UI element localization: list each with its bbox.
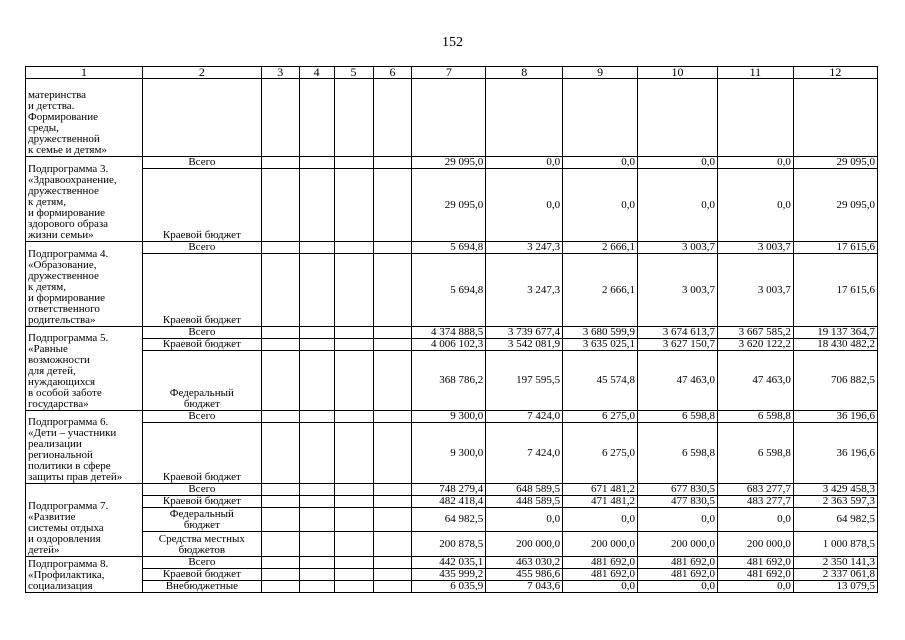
value-cell: 5 694,8	[412, 242, 486, 254]
value-cell: 463 030,2	[486, 557, 563, 569]
header-cell: 6	[373, 67, 412, 79]
value-cell: 3 003,7	[717, 242, 793, 254]
value-cell: 6 598,8	[717, 411, 793, 423]
value-cell: 481 692,0	[638, 569, 718, 581]
value-cell: 683 277,7	[717, 484, 793, 496]
empty-cell	[334, 581, 373, 593]
empty-cell	[261, 327, 299, 339]
empty-cell	[261, 581, 299, 593]
empty-cell	[334, 508, 373, 532]
value-cell: 0,0	[563, 581, 638, 593]
value-cell: 471 481,2	[563, 496, 638, 508]
empty-cell	[261, 254, 299, 327]
funding-source-cell: Краевой бюджет	[142, 254, 261, 327]
program-name-cell: материнства и детства. Формирование среды, дружественной к семье и детям»	[26, 79, 143, 157]
empty-cell	[299, 157, 334, 169]
empty-cell	[373, 532, 412, 557]
value-cell: 3 247,3	[486, 242, 563, 254]
empty-cell	[299, 327, 334, 339]
value-cell: 29 095,0	[412, 169, 486, 242]
value-cell: 4 006 102,3	[412, 339, 486, 351]
budget-table	[25, 66, 878, 593]
value-cell: 1 000 878,5	[793, 532, 877, 557]
empty-cell	[299, 351, 334, 411]
program-name-cell: Подпрограмма 4. «Образование, дружественное к детям, и формирование ответственного родительства»	[26, 242, 143, 327]
value-cell: 6 598,8	[638, 411, 718, 423]
header-cell: 7	[412, 67, 486, 79]
value-cell: 3 680 599,9	[563, 327, 638, 339]
value-cell: 13 079,5	[793, 581, 877, 593]
empty-cell	[261, 79, 299, 157]
empty-cell	[373, 423, 412, 484]
value-cell: 3 620 122,2	[717, 339, 793, 351]
value-cell: 5 694,8	[412, 254, 486, 327]
value-cell: 47 463,0	[638, 351, 718, 411]
funding-source-cell: Всего	[142, 157, 261, 169]
program-name-cell: Подпрограмма 6. «Дети – участники реализации региональной политики в сфере защиты прав детей»	[26, 411, 143, 484]
value-cell: 200 878,5	[412, 532, 486, 557]
table-row	[26, 339, 878, 351]
empty-cell	[563, 79, 638, 157]
value-cell: 3 627 150,7	[638, 339, 718, 351]
value-cell: 29 095,0	[412, 157, 486, 169]
value-cell: 18 430 482,2	[793, 339, 877, 351]
empty-cell	[373, 254, 412, 327]
empty-cell	[299, 569, 334, 581]
value-cell: 0,0	[486, 169, 563, 242]
empty-cell	[261, 557, 299, 569]
empty-cell	[261, 532, 299, 557]
table-row	[26, 423, 878, 484]
empty-cell	[299, 242, 334, 254]
empty-cell	[299, 508, 334, 532]
empty-cell	[334, 423, 373, 484]
empty-cell	[793, 79, 877, 157]
table-row	[26, 569, 878, 581]
empty-cell	[334, 327, 373, 339]
value-cell: 481 692,0	[717, 557, 793, 569]
value-cell: 4 374 888,5	[412, 327, 486, 339]
value-cell: 3 003,7	[638, 242, 718, 254]
empty-cell	[373, 157, 412, 169]
value-cell: 448 589,5	[486, 496, 563, 508]
funding-source-cell: Всего	[142, 484, 261, 496]
empty-cell	[373, 169, 412, 242]
header-cell: 3	[261, 67, 299, 79]
value-cell: 3 739 677,4	[486, 327, 563, 339]
value-cell: 3 003,7	[638, 254, 718, 327]
empty-cell	[299, 79, 334, 157]
funding-source-cell: Федеральный бюджет	[142, 351, 261, 411]
value-cell: 7 043,6	[486, 581, 563, 593]
value-cell: 2 350 141,3	[793, 557, 877, 569]
value-cell: 36 196,6	[793, 411, 877, 423]
value-cell: 6 275,0	[563, 411, 638, 423]
table-row	[26, 557, 878, 569]
value-cell: 481 692,0	[563, 569, 638, 581]
value-cell: 6 035,9	[412, 581, 486, 593]
value-cell: 483 277,7	[717, 496, 793, 508]
value-cell: 9 300,0	[412, 423, 486, 484]
value-cell: 677 830,5	[638, 484, 718, 496]
header-row	[26, 67, 878, 79]
value-cell: 435 999,2	[412, 569, 486, 581]
value-cell: 482 418,4	[412, 496, 486, 508]
value-cell: 197 595,5	[486, 351, 563, 411]
empty-cell	[334, 254, 373, 327]
empty-cell	[299, 423, 334, 484]
table-row	[26, 508, 878, 532]
empty-cell	[261, 496, 299, 508]
value-cell: 3 542 081,9	[486, 339, 563, 351]
empty-cell	[373, 351, 412, 411]
funding-source-cell: Краевой бюджет	[142, 423, 261, 484]
empty-cell	[373, 508, 412, 532]
empty-cell	[373, 581, 412, 593]
table-row	[26, 484, 878, 496]
funding-source-cell: Всего	[142, 327, 261, 339]
empty-cell	[334, 79, 373, 157]
table-row	[26, 411, 878, 423]
table-row	[26, 327, 878, 339]
value-cell: 3 429 458,3	[793, 484, 877, 496]
value-cell: 36 196,6	[793, 423, 877, 484]
empty-cell	[334, 242, 373, 254]
value-cell: 3 247,3	[486, 254, 563, 327]
empty-cell	[334, 339, 373, 351]
value-cell: 481 692,0	[717, 569, 793, 581]
value-cell: 442 035,1	[412, 557, 486, 569]
empty-cell	[334, 411, 373, 423]
value-cell: 0,0	[717, 169, 793, 242]
value-cell: 2 337 061,8	[793, 569, 877, 581]
empty-cell	[299, 581, 334, 593]
value-cell: 29 095,0	[793, 157, 877, 169]
header-cell: 2	[142, 67, 261, 79]
header-cell: 1	[26, 67, 143, 79]
value-cell: 6 598,8	[638, 423, 718, 484]
value-cell: 3 003,7	[717, 254, 793, 327]
funding-source-cell: Всего	[142, 411, 261, 423]
empty-cell	[261, 423, 299, 484]
value-cell: 481 692,0	[563, 557, 638, 569]
empty-cell	[299, 496, 334, 508]
value-cell: 3 635 025,1	[563, 339, 638, 351]
table-row	[26, 351, 878, 411]
table-row	[26, 532, 878, 557]
empty-cell	[373, 496, 412, 508]
empty-cell	[373, 242, 412, 254]
value-cell: 2 666,1	[563, 242, 638, 254]
empty-cell	[373, 484, 412, 496]
value-cell: 3 667 585,2	[717, 327, 793, 339]
empty-cell	[299, 411, 334, 423]
empty-cell	[334, 484, 373, 496]
value-cell: 6 275,0	[563, 423, 638, 484]
empty-cell	[717, 79, 793, 157]
empty-cell	[261, 351, 299, 411]
value-cell: 200 000,0	[638, 532, 718, 557]
value-cell: 19 137 364,7	[793, 327, 877, 339]
funding-source-cell: Краевой бюджет	[142, 339, 261, 351]
header-cell: 5	[334, 67, 373, 79]
value-cell: 64 982,5	[412, 508, 486, 532]
funding-source-cell: Внебюджетные	[142, 581, 261, 593]
empty-cell	[334, 532, 373, 557]
value-cell: 45 574,8	[563, 351, 638, 411]
empty-cell	[373, 339, 412, 351]
table-row	[26, 169, 878, 242]
empty-cell	[334, 351, 373, 411]
funding-source-cell: Всего	[142, 557, 261, 569]
program-name-cell: Подпрограмма 7. «Развитие системы отдыха и оздоровления детей»	[26, 484, 143, 557]
table-row	[26, 581, 878, 593]
value-cell: 455 986,6	[486, 569, 563, 581]
empty-cell	[334, 496, 373, 508]
empty-cell	[261, 169, 299, 242]
empty-cell	[638, 79, 718, 157]
empty-cell	[373, 327, 412, 339]
header-cell: 4	[299, 67, 334, 79]
value-cell: 7 424,0	[486, 411, 563, 423]
value-cell: 2 666,1	[563, 254, 638, 327]
value-cell: 477 830,5	[638, 496, 718, 508]
funding-source-cell: Краевой бюджет	[142, 169, 261, 242]
table-row	[26, 242, 878, 254]
empty-cell	[261, 484, 299, 496]
empty-cell	[299, 339, 334, 351]
header-cell: 8	[486, 67, 563, 79]
funding-source-cell: Средства местных бюджетов	[142, 532, 261, 557]
empty-cell	[299, 532, 334, 557]
value-cell: 64 982,5	[793, 508, 877, 532]
funding-source-cell: Краевой бюджет	[142, 569, 261, 581]
value-cell: 200 000,0	[717, 532, 793, 557]
table-row	[26, 157, 878, 169]
empty-cell	[373, 79, 412, 157]
empty-cell	[373, 411, 412, 423]
value-cell: 3 674 613,7	[638, 327, 718, 339]
value-cell: 0,0	[717, 157, 793, 169]
empty-cell	[373, 557, 412, 569]
value-cell: 671 481,2	[563, 484, 638, 496]
empty-cell	[261, 508, 299, 532]
header-cell: 12	[793, 67, 877, 79]
empty-cell	[334, 557, 373, 569]
value-cell: 0,0	[563, 508, 638, 532]
value-cell: 200 000,0	[563, 532, 638, 557]
value-cell: 200 000,0	[486, 532, 563, 557]
header-cell: 10	[638, 67, 718, 79]
value-cell: 0,0	[638, 169, 718, 242]
empty-cell	[261, 569, 299, 581]
value-cell: 0,0	[717, 508, 793, 532]
value-cell: 0,0	[638, 581, 718, 593]
value-cell: 0,0	[638, 508, 718, 532]
empty-cell	[299, 557, 334, 569]
program-name-cell: Подпрограмма 3. «Здравоохранение, дружественное к детям, и формирование здорового образа жизни семьи»	[26, 157, 143, 242]
empty-cell	[299, 484, 334, 496]
empty-cell	[142, 79, 261, 157]
value-cell: 6 598,8	[717, 423, 793, 484]
value-cell: 648 589,5	[486, 484, 563, 496]
value-cell: 0,0	[563, 157, 638, 169]
empty-cell	[261, 411, 299, 423]
program-name-cell: Подпрограмма 5. «Равные возможности для детей, нуждающихся в особой заботе государства»	[26, 327, 143, 411]
value-cell: 0,0	[717, 581, 793, 593]
value-cell: 2 363 597,3	[793, 496, 877, 508]
value-cell: 29 095,0	[793, 169, 877, 242]
header-cell: 9	[563, 67, 638, 79]
empty-cell	[299, 254, 334, 327]
value-cell: 0,0	[486, 508, 563, 532]
page-number: 152	[442, 35, 463, 50]
empty-cell	[334, 157, 373, 169]
empty-cell	[412, 79, 486, 157]
empty-cell	[261, 157, 299, 169]
empty-cell	[261, 242, 299, 254]
empty-cell	[299, 169, 334, 242]
empty-cell	[334, 569, 373, 581]
funding-source-cell: Федеральный бюджет	[142, 508, 261, 532]
value-cell: 0,0	[638, 157, 718, 169]
funding-source-cell: Краевой бюджет	[142, 496, 261, 508]
value-cell: 706 882,5	[793, 351, 877, 411]
value-cell: 17 615,6	[793, 242, 877, 254]
value-cell: 0,0	[486, 157, 563, 169]
value-cell: 368 786,2	[412, 351, 486, 411]
value-cell: 7 424,0	[486, 423, 563, 484]
empty-cell	[261, 339, 299, 351]
table-row	[26, 496, 878, 508]
funding-source-cell: Всего	[142, 242, 261, 254]
value-cell: 748 279,4	[412, 484, 486, 496]
value-cell: 0,0	[563, 169, 638, 242]
value-cell: 481 692,0	[638, 557, 718, 569]
header-cell: 11	[717, 67, 793, 79]
value-cell: 47 463,0	[717, 351, 793, 411]
value-cell: 17 615,6	[793, 254, 877, 327]
empty-cell	[373, 569, 412, 581]
table-row	[26, 79, 878, 157]
value-cell: 9 300,0	[412, 411, 486, 423]
empty-cell	[334, 169, 373, 242]
empty-cell	[486, 79, 563, 157]
table-row	[26, 254, 878, 327]
program-name-cell: Подпрограмма 8. «Профилактика, социализация	[26, 557, 143, 593]
